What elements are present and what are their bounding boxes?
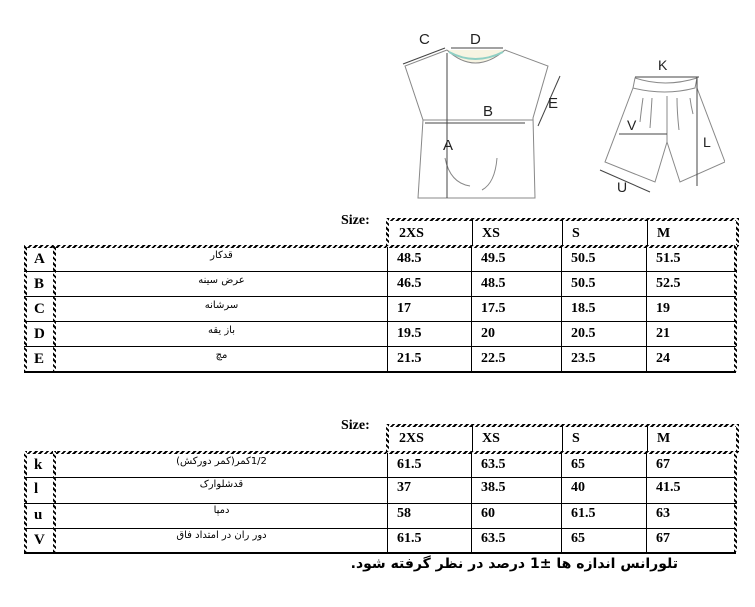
row-code: C <box>34 301 45 317</box>
row-value: 61.5 <box>397 531 422 546</box>
row-desc: سرشانه <box>204 300 239 311</box>
row-value: 65 <box>571 531 585 546</box>
shorts-diagram <box>595 50 725 195</box>
row-desc: قدکار <box>210 250 233 261</box>
row-value: 63.5 <box>481 457 506 472</box>
label-l: L <box>703 134 711 150</box>
size-header: S <box>572 226 580 241</box>
row-code: l <box>34 481 39 497</box>
table-top-border-2 <box>24 451 739 454</box>
row-value: 52.5 <box>656 276 681 291</box>
header-border-top-2 <box>387 424 739 427</box>
size-header: XS <box>482 226 500 241</box>
row-value: 50.5 <box>571 276 596 291</box>
row-value: 49.5 <box>481 251 506 266</box>
size-header: 2XS <box>399 431 424 446</box>
row-desc: دمپا <box>213 505 230 516</box>
table-right-border <box>734 245 737 372</box>
row-value: 46.5 <box>397 276 422 291</box>
row-value: 41.5 <box>656 480 681 495</box>
row-value: 21.5 <box>397 351 422 366</box>
row-value: 61.5 <box>397 457 422 472</box>
row-value: 20 <box>481 326 495 341</box>
row-code: A <box>34 251 45 267</box>
row-value: 38.5 <box>481 480 506 495</box>
row-value: 40 <box>571 480 585 495</box>
label-v: V <box>627 117 637 133</box>
row-value: 21 <box>656 326 670 341</box>
label-d: D <box>470 31 481 48</box>
row-desc: قدشلوارک <box>199 479 244 490</box>
size-label-top: Size: <box>341 213 370 228</box>
header-border-right <box>736 218 739 246</box>
row-value: 17.5 <box>481 301 506 316</box>
size-header: 2XS <box>399 226 424 241</box>
row-value: 67 <box>656 457 670 472</box>
row-code: E <box>34 351 45 367</box>
row-value: 65 <box>571 457 585 472</box>
label-k: K <box>658 57 668 73</box>
row-code: V <box>34 532 45 548</box>
row-desc: مچ <box>215 350 228 361</box>
row-value: 67 <box>656 531 670 546</box>
row-value: 60 <box>481 506 495 521</box>
size-header: M <box>657 226 671 241</box>
size-header: S <box>572 431 580 446</box>
row-value: 19.5 <box>397 326 422 341</box>
shirt-diagram <box>385 18 580 208</box>
row-value: 58 <box>397 506 411 521</box>
size-label-bottom: Size: <box>341 418 370 433</box>
row-value: 50.5 <box>571 251 596 266</box>
row-desc: دور ران در امتداد فاق <box>176 530 267 541</box>
row-code: u <box>34 507 43 523</box>
size-header: XS <box>482 431 500 446</box>
label-b: B <box>483 103 494 120</box>
header-border-top <box>387 218 739 221</box>
label-e: E <box>548 95 559 112</box>
row-code: D <box>34 326 45 342</box>
row-value: 61.5 <box>571 506 596 521</box>
row-value: 24 <box>656 351 670 366</box>
row-code: B <box>34 276 45 292</box>
row-code: k <box>34 457 43 473</box>
label-u: U <box>617 179 628 195</box>
label-a: A <box>443 137 454 154</box>
row-desc: 1/2کمر(کمر دورکش) <box>176 456 267 467</box>
tolerance-note: تلورانس اندازه ها ±1 درصد در نظر گرفته شود. <box>350 556 678 572</box>
row-value: 18.5 <box>571 301 596 316</box>
table-top-border <box>24 245 739 248</box>
row-desc: باز یقه <box>207 325 236 336</box>
row-value: 51.5 <box>656 251 681 266</box>
header-border-right-2 <box>736 424 739 452</box>
row-value: 48.5 <box>397 251 422 266</box>
row-value: 63.5 <box>481 531 506 546</box>
size-header: M <box>657 431 671 446</box>
table-right-border-2 <box>734 451 737 552</box>
row-desc: عرض سینه <box>198 275 245 286</box>
row-value: 20.5 <box>571 326 596 341</box>
row-value: 22.5 <box>481 351 506 366</box>
row-value: 63 <box>656 506 670 521</box>
row-value: 19 <box>656 301 670 316</box>
row-value: 23.5 <box>571 351 596 366</box>
label-c: C <box>419 31 430 48</box>
row-value: 17 <box>397 301 411 316</box>
row-value: 48.5 <box>481 276 506 291</box>
row-value: 37 <box>397 480 411 495</box>
